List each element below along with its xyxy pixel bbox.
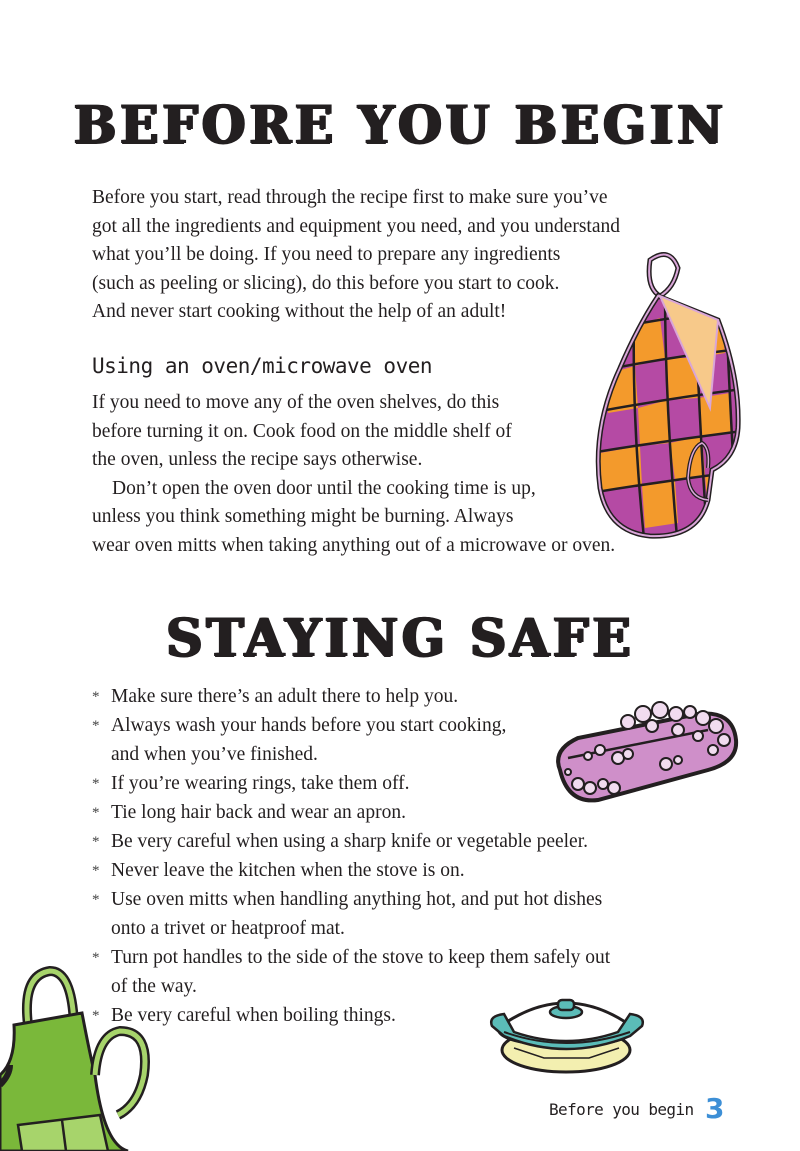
list-item: * If you’re wearing rings, take them off. xyxy=(92,769,610,798)
intro-line: Before you start, read through the recipe first to make sure you’ve xyxy=(92,187,608,208)
page-number: 3 xyxy=(705,1092,725,1125)
oven-line: If you need to move any of the oven shelves, do this xyxy=(92,392,500,413)
oven-line: before turning it on. Cook food on the middle shelf of xyxy=(92,420,512,442)
intro-line: (such as peeling or slicing), do this before you start to cook. xyxy=(92,272,560,294)
intro-line: And never start cooking without the help of an adult! xyxy=(92,301,507,322)
intro-line: got all the ingredients and equipment you need, and you understand xyxy=(92,215,620,237)
intro-line: what you’ll be doing. If you need to prepare any ingredients xyxy=(92,244,561,265)
asterisk-bullet-icon: * xyxy=(92,805,100,821)
oven-line: unless you think something might be burning. Always xyxy=(92,506,514,527)
oven-paragraph xyxy=(92,389,615,560)
list-item: * Turn pot handles to the side of the stove to keep them safely out of the way. xyxy=(92,943,610,1001)
asterisk-bullet-icon: * xyxy=(92,689,100,705)
section-title-staying-safe: STAYING SAFE xyxy=(165,606,635,669)
safety-list xyxy=(92,682,610,1030)
oven-subheading: Using an oven/microwave oven xyxy=(92,354,433,378)
asterisk-bullet-icon: * xyxy=(92,834,100,850)
oven-line: Don’t open the oven door until the cooking time is up, xyxy=(112,477,536,499)
list-item: * Always wash your hands before you start cooking, and when you’ve finished. xyxy=(92,711,610,769)
page-title-before-you-begin: BEFORE YOU BEGIN xyxy=(73,93,727,156)
intro-paragraph xyxy=(92,184,620,327)
list-item: * Make sure there’s an adult there to help you. xyxy=(92,682,610,711)
apron-icon xyxy=(0,965,160,1151)
list-item: * Be very careful when boiling things. xyxy=(92,1001,610,1030)
asterisk-bullet-icon: * xyxy=(92,718,100,734)
soap-icon xyxy=(548,700,748,810)
oven-line: wear oven mitts when taking anything out of a microwave or oven. xyxy=(92,534,616,556)
list-item: * Be very careful when using a sharp knife or vegetable peeler. xyxy=(92,827,610,856)
asterisk-bullet-icon: * xyxy=(92,776,100,792)
asterisk-bullet-icon: * xyxy=(92,892,100,908)
covered-dish-icon xyxy=(484,988,649,1078)
list-item: * Never leave the kitchen when the stove is on. xyxy=(92,856,610,885)
list-item: * Tie long hair back and wear an apron. xyxy=(92,798,610,827)
asterisk-bullet-icon: * xyxy=(92,863,100,879)
oven-line: the oven, unless the recipe says otherwise. xyxy=(92,449,423,470)
oven-mitt-icon xyxy=(590,248,770,548)
running-head: Before you begin xyxy=(549,1100,694,1119)
list-item: * Use oven mitts when handling anything hot, and put hot dishes onto a trivet or heatproof mat. xyxy=(92,885,610,943)
asterisk-bullet-icon: * xyxy=(92,950,100,966)
asterisk-bullet-icon: * xyxy=(92,1008,100,1024)
